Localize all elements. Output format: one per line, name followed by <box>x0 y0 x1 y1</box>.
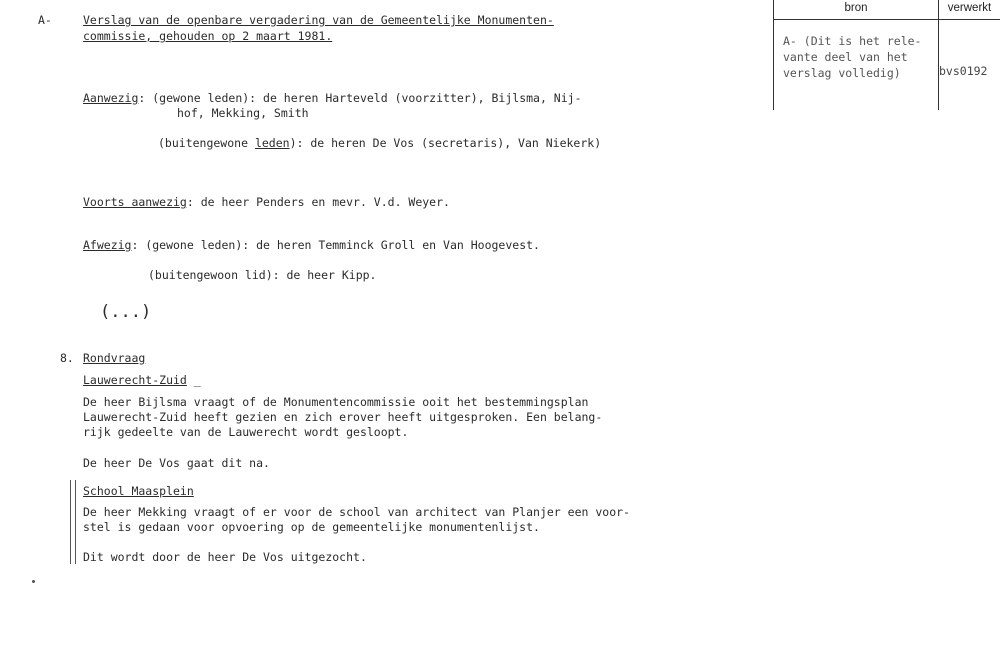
section-number: 8. <box>60 351 74 365</box>
section-title: Rondvraag <box>83 351 146 365</box>
present-label: Aanwezig <box>83 91 139 105</box>
item-lauwerecht-followup: De heer De Vos gaat dit na. <box>83 456 270 470</box>
document-title-line-2: commissie, gehouden op 2 maart 1981. <box>83 29 333 43</box>
stray-dot <box>32 580 35 583</box>
present-extraordinary: (buitengewone leden): de heren De Vos (secretaris), Van Niekerk) <box>158 136 602 150</box>
processed-code: bvs0192 <box>939 64 988 78</box>
item-maasplein-followup: Dit wordt door de heer De Vos uitgezocht. <box>83 550 367 564</box>
document-title-line-1: Verslag van de openbare vergadering van de Gemeentelijke Monumenten- <box>83 13 554 27</box>
absent-line-2: (buitengewoon lid): de heer Kipp. <box>148 268 377 282</box>
present-line-2: hof, Mekking, Smith <box>177 106 309 120</box>
present-line-1: Aanwezig: (gewone leden): de heren Harteveld (voorzitter), Bijlsma, Nij- <box>83 91 582 105</box>
item-lauwerecht-line-3: rijk gedeelte van de Lauwerecht wordt gesloopt. <box>83 425 409 439</box>
item-lauwerecht-title: Lauwerecht-Zuid _ <box>83 373 201 387</box>
also-present: Voorts aanwezig: de heer Penders en mevr. V.d. Weyer. <box>83 195 450 209</box>
item-maasplein-line-1: De heer Mekking vraagt of er voor de school van architect van Planjer een voor- <box>83 505 630 519</box>
item-maasplein-title: School Maasplein <box>83 484 194 498</box>
bron-verwerkt-box <box>773 0 1000 110</box>
absent-line-1: Afwezig: (gewone leden): de heren Temminck Groll en Van Hoogevest. <box>83 238 540 252</box>
margin-double-bar <box>70 480 76 564</box>
column-header-verwerkt: verwerkt <box>947 2 992 14</box>
section-marker: A- <box>38 13 52 27</box>
absent-label: Afwezig <box>83 238 132 252</box>
item-maasplein-line-2: stel is gedaan voor opvoering op de gemeentelijke monumentenlijst. <box>83 520 540 534</box>
omission-ellipsis: (...) <box>100 302 152 322</box>
item-lauwerecht-line-2: Lauwerecht-Zuid heeft gezien en zich erover heeft uitgesproken. Een belang- <box>83 410 603 424</box>
source-note: A- (Dit is het rele- vante deel van het verslag volledig) <box>783 34 922 80</box>
column-header-bron: bron <box>844 2 868 14</box>
also-present-label: Voorts aanwezig <box>83 195 187 209</box>
item-lauwerecht-line-1: De heer Bijlsma vraagt of de Monumentencommissie ooit het bestemmingsplan <box>83 395 589 409</box>
